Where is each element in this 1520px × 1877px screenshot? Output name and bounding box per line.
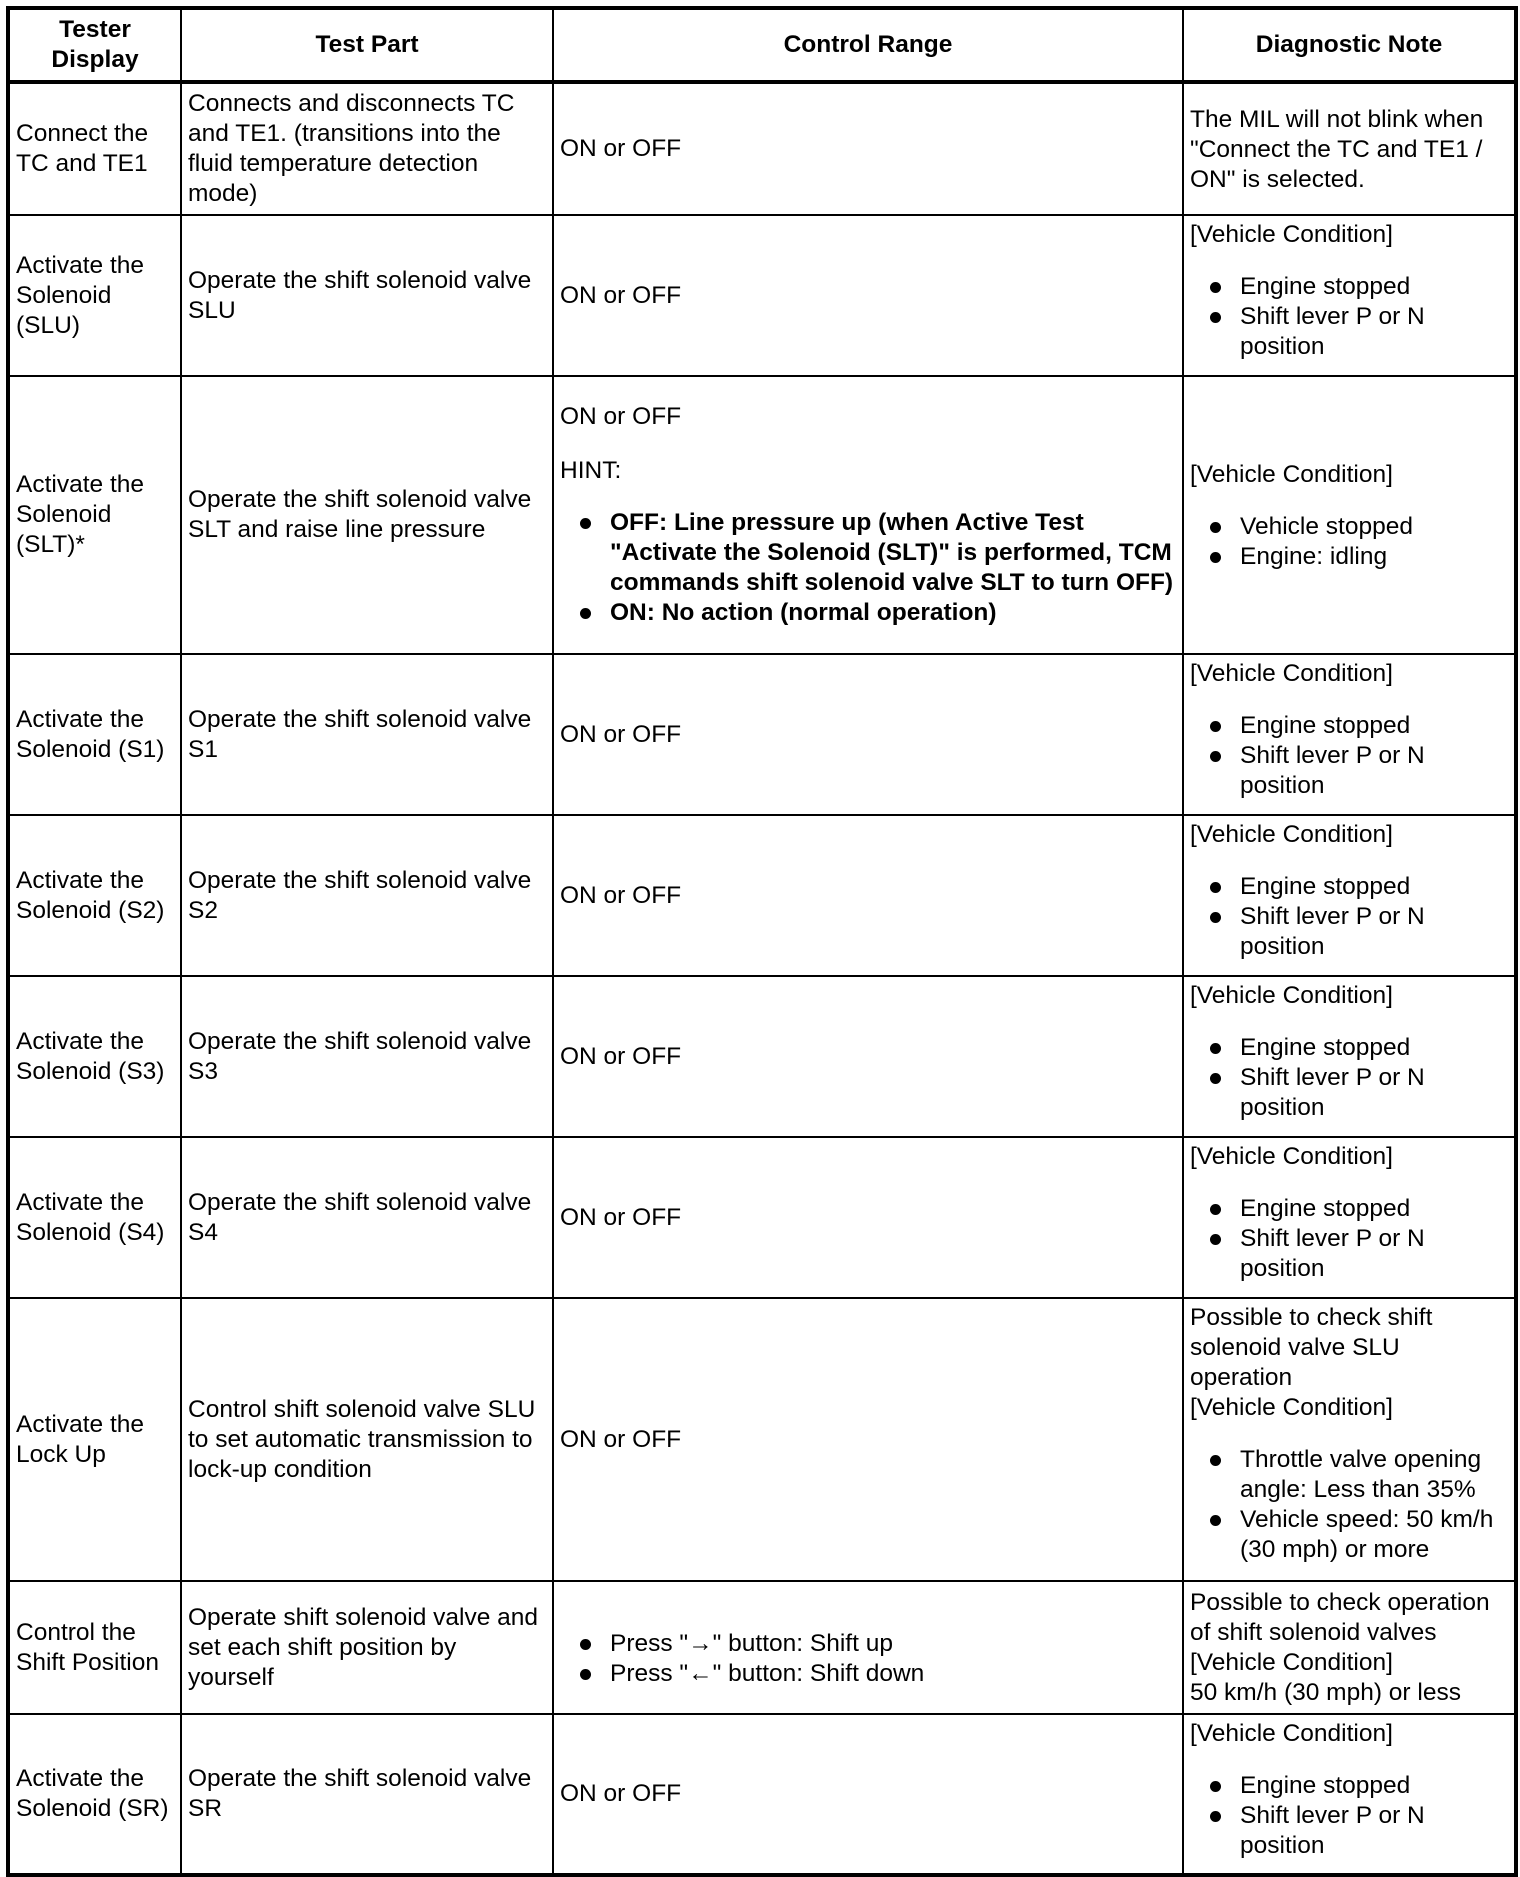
control-range-cell: ON or OFF [553, 1298, 1183, 1581]
list-item: Shift lever P or N position [1240, 741, 1508, 801]
tester-display-cell: Activate the Solenoid (SR) [8, 1714, 181, 1875]
header-diagnostic-note: Diagnostic Note [1183, 8, 1516, 82]
tester-display-cell: Activate the Solenoid (S3) [8, 976, 181, 1137]
list-item: Engine stopped [1240, 1033, 1508, 1063]
control-range-cell: ON or OFF [553, 82, 1183, 215]
tester-display-cell: Activate the Lock Up [8, 1298, 181, 1581]
test-part-cell: Control shift solenoid valve SLU to set automatic transmission to lock-up condition [181, 1298, 553, 1581]
note-heading: [Vehicle Condition] [1190, 1143, 1393, 1170]
note-intro: Possible to check operation of shift solenoid valves [1190, 1589, 1490, 1646]
table-body [8, 82, 1516, 1875]
table-row [8, 1298, 1516, 1581]
note-list [1190, 512, 1508, 572]
table-row [8, 654, 1516, 815]
shift-button-list [560, 1629, 1176, 1689]
table-row [8, 815, 1516, 976]
tester-display-cell: Activate the Solenoid (S2) [8, 815, 181, 976]
control-range-cell: ON or OFF [553, 976, 1183, 1137]
diagnostic-note-cell [1183, 1298, 1516, 1581]
table-row [8, 1137, 1516, 1298]
list-item: Shift lever P or N position [1240, 1801, 1508, 1861]
list-item: Engine stopped [1240, 872, 1508, 902]
note-heading: [Vehicle Condition] [1190, 1394, 1393, 1421]
list-item: Engine stopped [1240, 272, 1508, 302]
note-heading: [Vehicle Condition] [1190, 460, 1393, 488]
list-item: Shift lever P or N position [1240, 302, 1508, 362]
note-heading: [Vehicle Condition] [1190, 660, 1393, 687]
header-tester-display: Tester Display [8, 8, 181, 82]
note-heading: [Vehicle Condition] [1190, 821, 1393, 848]
table-row [8, 1581, 1516, 1714]
diagnostic-note-cell [1183, 1581, 1516, 1714]
note-list [1190, 1194, 1508, 1284]
hint-list [560, 508, 1176, 628]
test-part-cell: Operate shift solenoid valve and set each shift position by yourself [181, 1581, 553, 1714]
list-item: Shift lever P or N position [1240, 1224, 1508, 1284]
test-part-cell: Operate the shift solenoid valve S2 [181, 815, 553, 976]
list-item: Shift lever P or N position [1240, 1063, 1508, 1123]
hint-label: HINT: [560, 457, 622, 484]
control-range-cell [553, 376, 1183, 654]
list-item: Shift lever P or N position [1240, 902, 1508, 962]
note-tail: 50 km/h (30 mph) or less [1190, 1679, 1461, 1706]
tester-display-cell: Activate the Solenoid (S1) [8, 654, 181, 815]
table-row [8, 376, 1516, 654]
diagnostic-note-cell [1183, 654, 1516, 815]
table-row [8, 82, 1516, 215]
note-list [1190, 872, 1508, 962]
table-row [8, 976, 1516, 1137]
note-list [1190, 711, 1508, 801]
test-part-cell: Operate the shift solenoid valve S1 [181, 654, 553, 815]
test-part-cell: Connects and disconnects TC and TE1. (transitions into the fluid temperature detection mode) [181, 82, 553, 215]
test-part-cell: Operate the shift solenoid valve S3 [181, 976, 553, 1137]
note-heading: [Vehicle Condition] [1190, 1720, 1393, 1747]
active-test-table [6, 6, 1518, 1877]
note-intro: Possible to check shift solenoid valve SLU operation [1190, 1304, 1433, 1391]
control-range-cell: ON or OFF [553, 1714, 1183, 1875]
control-range-cell: ON or OFF [553, 815, 1183, 976]
list-item: Press "←" button: Shift down [610, 1659, 1176, 1689]
list-item: Engine stopped [1240, 1771, 1508, 1801]
control-range-cell: ON or OFF [553, 1137, 1183, 1298]
test-part-cell: Operate the shift solenoid valve S4 [181, 1137, 553, 1298]
test-part-cell: Operate the shift solenoid valve SR [181, 1714, 553, 1875]
control-range-cell [553, 1581, 1183, 1714]
diagnostic-note-cell [1183, 1137, 1516, 1298]
control-range-cell: ON or OFF [553, 215, 1183, 376]
diagnostic-note-cell [1183, 1714, 1516, 1875]
note-heading: [Vehicle Condition] [1190, 1649, 1393, 1676]
diagnostic-note-cell [1183, 215, 1516, 376]
tester-display-cell: Activate the Solenoid (S4) [8, 1137, 181, 1298]
tester-display-cell: Connect the TC and TE1 [8, 82, 181, 215]
note-heading: [Vehicle Condition] [1190, 221, 1393, 248]
list-item: OFF: Line pressure up (when Active Test "Activate the Solenoid (SLT)" is performed, TCM commands shift solenoid valve SLT to turn OFF) [610, 508, 1176, 598]
note-list [1190, 1033, 1508, 1123]
note-list [1190, 1445, 1508, 1565]
tester-display-cell: Control the Shift Position [8, 1581, 181, 1714]
header-test-part: Test Part [181, 8, 553, 82]
note-heading: [Vehicle Condition] [1190, 982, 1393, 1009]
list-item: Press "→" button: Shift up [610, 1629, 1176, 1659]
list-item: Engine stopped [1240, 1194, 1508, 1224]
diagnostic-note-cell: The MIL will not blink when "Connect the TC and TE1 / ON" is selected. [1183, 82, 1516, 215]
list-item: Throttle valve opening angle: Less than 35% [1240, 1445, 1508, 1505]
list-item: ON: No action (normal operation) [610, 598, 1176, 628]
note-list [1190, 272, 1508, 362]
tester-display-cell: Activate the Solenoid (SLT)* [8, 376, 181, 654]
table-row [8, 215, 1516, 376]
diagnostic-note-cell [1183, 376, 1516, 654]
control-range-cell: ON or OFF [553, 654, 1183, 815]
list-item: Engine: idling [1240, 542, 1508, 572]
diagnostic-note-cell [1183, 815, 1516, 976]
note-list [1190, 1771, 1508, 1861]
list-item: Engine stopped [1240, 711, 1508, 741]
list-item: Vehicle speed: 50 km/h (30 mph) or more [1240, 1505, 1508, 1565]
test-part-cell: Operate the shift solenoid valve SLT and raise line pressure [181, 376, 553, 654]
table-header [8, 8, 1516, 82]
list-item: Vehicle stopped [1240, 512, 1508, 542]
test-part-cell: Operate the shift solenoid valve SLU [181, 215, 553, 376]
control-range-value: ON or OFF [560, 403, 682, 430]
table-row [8, 1714, 1516, 1875]
tester-display-cell: Activate the Solenoid (SLU) [8, 215, 181, 376]
diagnostic-note-cell [1183, 976, 1516, 1137]
header-control-range: Control Range [553, 8, 1183, 82]
